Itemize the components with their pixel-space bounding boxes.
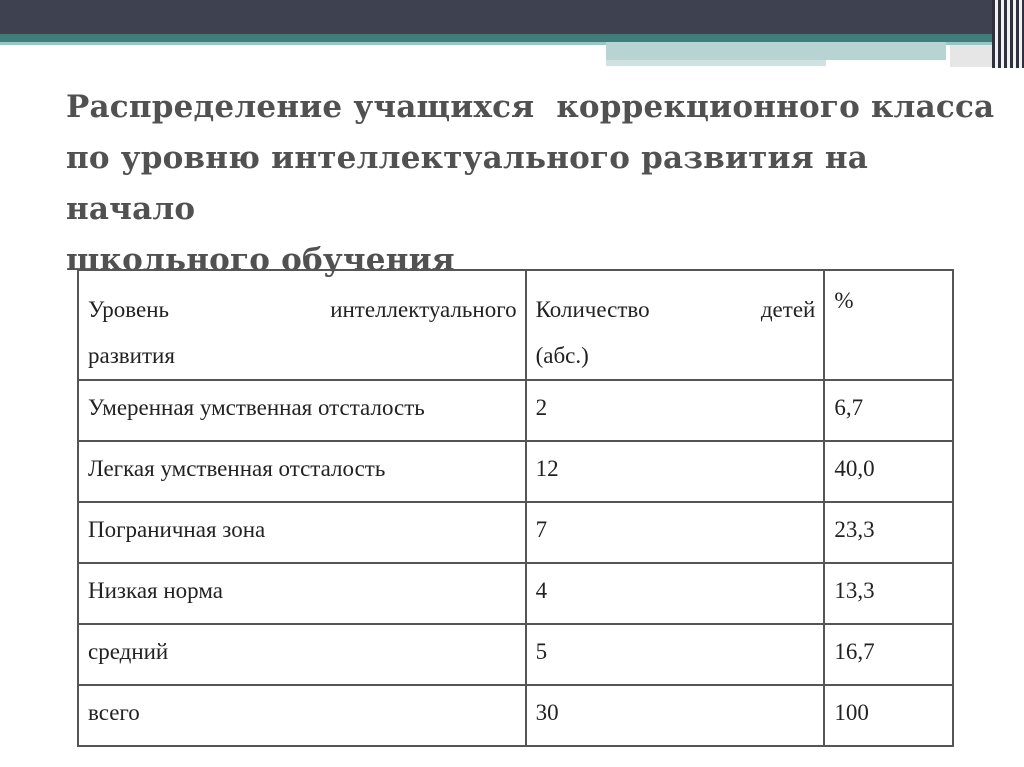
cell-count: 4 xyxy=(526,563,825,624)
cell-percent: 23,3 xyxy=(824,502,953,563)
cell-level: Умеренная умственная отсталость xyxy=(78,380,526,441)
cell-count: 2 xyxy=(526,380,825,441)
table-row xyxy=(78,380,953,441)
header-level-word-2: интеллектуального xyxy=(330,297,517,322)
slide-title xyxy=(66,82,995,286)
table-row xyxy=(78,563,953,624)
header-band-dark xyxy=(0,0,1024,34)
header-level xyxy=(78,270,526,380)
cell-level: Пограничная зона xyxy=(78,502,526,563)
header-band-teal xyxy=(0,34,1024,42)
table-row xyxy=(78,441,953,502)
header-percent: % xyxy=(824,270,953,380)
slide-title-line-1: Распределение учащихся коррекционного класса xyxy=(66,89,995,125)
cell-percent: 16,7 xyxy=(824,624,953,685)
header-tab-light xyxy=(606,42,946,60)
header-level-word-3: развития xyxy=(88,343,175,368)
cell-count: 5 xyxy=(526,624,825,685)
cell-percent: 6,7 xyxy=(824,380,953,441)
table-header-row xyxy=(78,270,953,380)
slide-title-line-2: по уровню интеллектуального развития на начало xyxy=(66,140,869,227)
header-tab-lighter xyxy=(606,60,826,66)
cell-level: Низкая норма xyxy=(78,563,526,624)
table-row xyxy=(78,502,953,563)
header-count-word-3: (абс.) xyxy=(535,343,589,368)
header-count-word-2: детей xyxy=(760,297,816,322)
header-level-word-1: Уровень xyxy=(88,297,169,322)
table-row xyxy=(78,685,953,746)
header-count xyxy=(526,270,825,380)
cell-level: средний xyxy=(78,624,526,685)
cell-count: 12 xyxy=(526,441,825,502)
cell-count: 7 xyxy=(526,502,825,563)
cell-percent: 13,3 xyxy=(824,563,953,624)
table-row xyxy=(78,624,953,685)
header-count-word-1: Количество xyxy=(535,297,650,322)
slide-title-line-3: школьного обучения xyxy=(66,242,455,278)
cell-count: 30 xyxy=(526,685,825,746)
cell-level: всего xyxy=(78,685,526,746)
cell-level: Легкая умственная отсталость xyxy=(78,441,526,502)
cell-percent: 100 xyxy=(824,685,953,746)
cell-percent: 40,0 xyxy=(824,441,953,502)
distribution-table xyxy=(77,269,954,747)
header-corner-stripes xyxy=(992,0,1024,68)
